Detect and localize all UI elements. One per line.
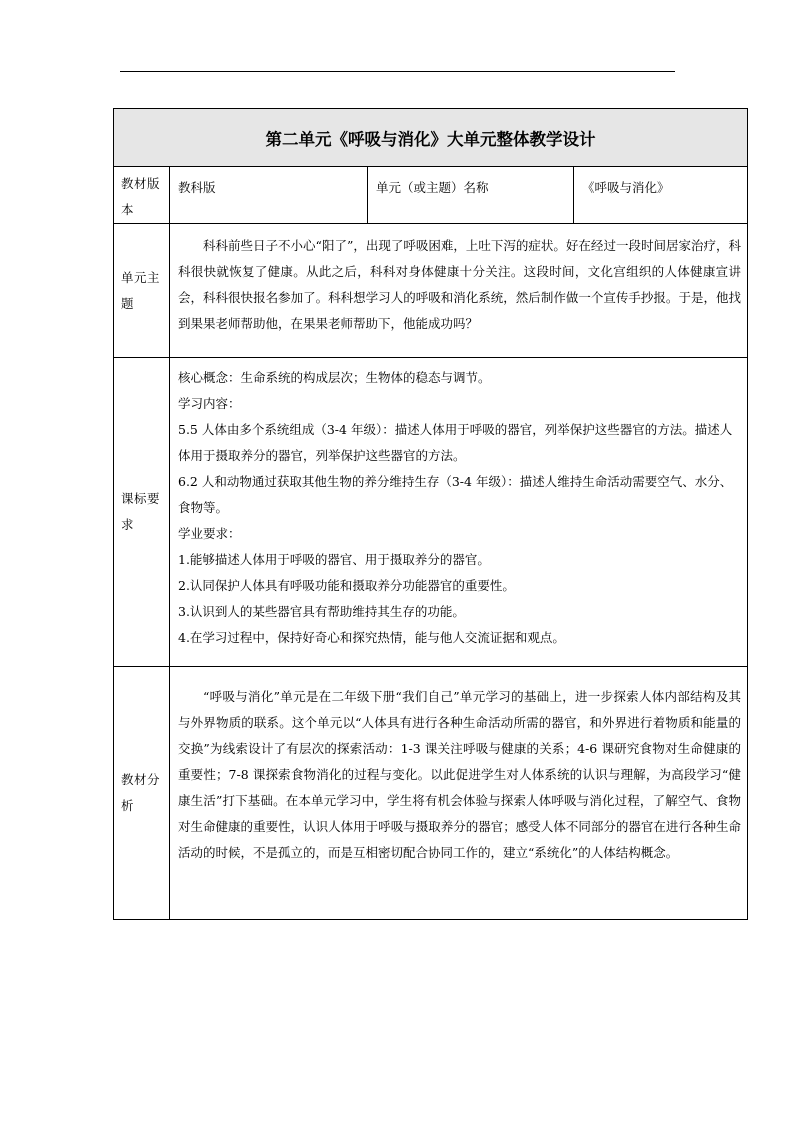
- content-item-6-2: 6.2 人和动物通过获取其他生物的养分维持生存（3-4 年级）：描述人维持生命活动需要空气、水分、食物等。: [178, 474, 733, 515]
- standards-label: [114, 358, 170, 667]
- standards-row: [114, 358, 748, 667]
- learning-content-heading: 学习内容：: [178, 396, 241, 411]
- edition-value: 教科版: [170, 167, 368, 224]
- standards-label-line-1: 课标要: [121, 491, 161, 506]
- requirement-item-1: 1.能够描述人体用于呼吸的器官、用于摄取养分的器官。: [178, 552, 490, 567]
- analysis-label-line-1: 教材分: [121, 772, 161, 787]
- requirement-item-4: 4.在学习过程中，保持好奇心和探究热情，能与他人交流证据和观点。: [178, 630, 565, 645]
- requirement-item-3: 3.认识到人的某些器官具有帮助维持其生存的功能。: [178, 604, 465, 619]
- academic-requirements-heading: 学业要求：: [178, 526, 241, 541]
- edition-label: [114, 167, 170, 224]
- lesson-design-table: [113, 108, 748, 920]
- core-concept-line: 核心概念：生命系统的构成层次；生物体的稳态与调节。: [178, 370, 491, 385]
- header-rule: [120, 71, 675, 72]
- theme-label-line-2: 题: [121, 295, 135, 311]
- standards-content: [170, 358, 748, 667]
- theme-label: [114, 224, 170, 358]
- edition-label-line-2: 本: [121, 202, 135, 217]
- content-item-5-5: 5.5 人体由多个系统组成（3-4 年级）：描述人体用于呼吸的器官，列举保护这些器官的方法。描述人体用于摄取养分的器官，列举保护这些器官的方法。: [178, 422, 733, 463]
- analysis-row: [114, 667, 748, 920]
- edition-label-line-1: 教材版: [121, 176, 161, 191]
- theme-row: [114, 224, 748, 358]
- analysis-paragraph: “呼吸与消化”单元是在二年级下册“我们自己”单元学习的基础上，进一步探索人体内部结构及其与外界物质的联系。这个单元以“人体具有进行各种生命活动所需的器官，和外界进行着物质和能量的交换”为线索设计了有层次的探索活动：1-3 课关注呼吸与健康的关系；4-6 课研究食物对生命健康的重要性；7-8 课探索食物消化的过程与变化。以此促进学生对人体系统的认识与理解，为高段学习“健康生活”打下基础。在本单元学习中，学生将有机会体验与探索人体呼吸与消化过程，了解空气、食物对生命健康的重要性，认识人体用于呼吸与摄取养分的器官；感受人体不同部分的器官在进行各种生命活动的时候，不是孤立的，而是互相密切配合协同工作的，建立“系统化”的人体结构概念。: [178, 689, 741, 860]
- document-title: 第二单元《呼吸与消化》大单元整体教学设计: [114, 109, 748, 167]
- theme-paragraph: 科科前些日子不小心“阳了”，出现了呼吸困难，上吐下泻的症状。好在经过一段时间居家治疗，科科很快就恢复了健康。从此之后，科科对身体健康十分关注。这段时间，文化宫组织的人体健康宣讲会，科科很快报名参加了。科科想学习人的呼吸和消化系统，然后制作做一个宣传手抄报。于是，他找到果果老师帮助他，在果果老师帮助下，他能成功吗？: [178, 238, 741, 331]
- analysis-label-line-2: 析: [121, 798, 135, 813]
- theme-content: [170, 224, 748, 358]
- edition-row: [114, 167, 748, 224]
- requirement-item-2: 2.认同保护人体具有呼吸功能和摄取养分功能器官的重要性。: [178, 578, 515, 593]
- analysis-content: [170, 667, 748, 920]
- title-row: [114, 109, 748, 167]
- analysis-label: [114, 667, 170, 920]
- unit-name-value: 《呼吸与消化》: [574, 167, 748, 224]
- standards-label-line-2: 求: [121, 517, 135, 532]
- unit-name-label: 单元（或主题）名称: [368, 167, 574, 224]
- theme-label-line-1: 单元主: [121, 269, 161, 285]
